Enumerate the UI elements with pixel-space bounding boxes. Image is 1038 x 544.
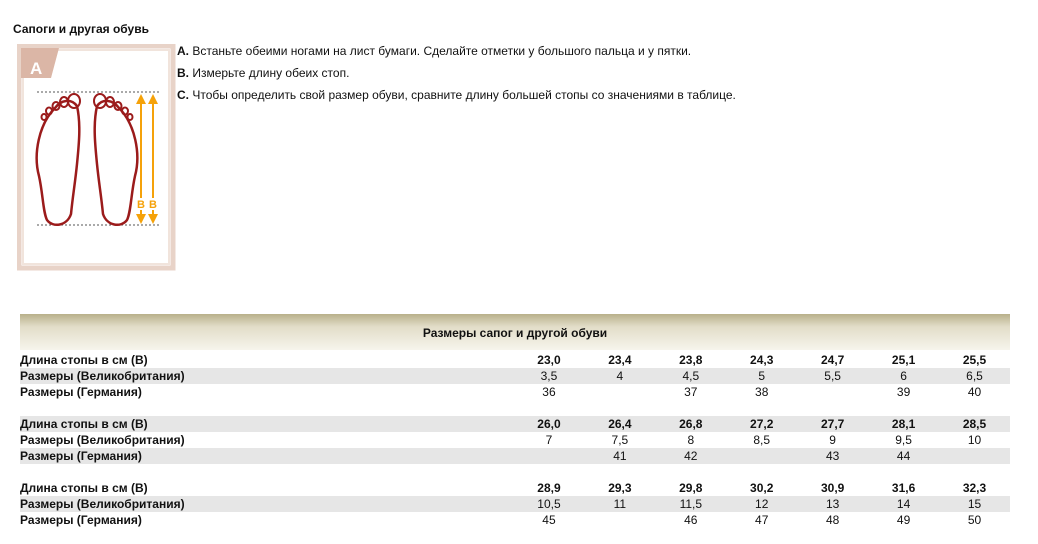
table-row: Длина стопы в см (B) 28,9 29,3 29,8 30,2 30,9 31,6 32,3 [20, 481, 987, 495]
size-block-1 [20, 352, 1010, 400]
page-title: Сапоги и другая обувь [13, 22, 149, 36]
table-row: Размеры (Германия) 41 42 43 44 [20, 448, 1010, 464]
table-row: Размеры (Германия) 45 46 47 48 49 50 [20, 513, 982, 527]
table-row: Длина стопы в см (B) 23,0 23,4 23,8 24,3 24,7 25,1 25,5 [20, 353, 987, 367]
table-row: Размеры (Великобритания) 3,5 4 4,5 5 5,5 6 6,5 [20, 368, 1010, 384]
instruction-b: B. Измерьте длину обеих стоп. [177, 66, 350, 80]
foot-diagram-icon [17, 44, 177, 272]
table-row: Длина стопы в см (B) 26,0 26,4 26,8 27,2 27,7 28,1 28,5 [20, 416, 1010, 432]
instruction-c: C. Чтобы определить свой размер обуви, сравните длину большей стопы со значениями в таблице. [177, 88, 736, 102]
table-title: Размеры сапог и другой обуви [20, 314, 1010, 350]
arrow-letter-right: B [149, 199, 157, 211]
panel-letter: A [30, 59, 43, 78]
table-row: Размеры (Великобритания) 7 7,5 8 8,5 9 9,5 10 [20, 433, 982, 447]
shoe-size-table [20, 314, 1010, 528]
size-block-3 [20, 480, 1010, 528]
table-row: Размеры (Великобритания) 10,5 11 11,5 12 13 14 15 [20, 496, 1010, 512]
size-block-2 [20, 416, 1010, 464]
table-row: Размеры (Германия) 36 37 38 39 40 [20, 385, 982, 399]
instructions [177, 44, 736, 110]
foot-measurement-illustration [17, 44, 177, 272]
instruction-a: A. Встаньте обеими ногами на лист бумаги. Сделайте отметки у большого пальца и у пятки. [177, 44, 692, 58]
arrow-letter-left: B [137, 199, 145, 211]
